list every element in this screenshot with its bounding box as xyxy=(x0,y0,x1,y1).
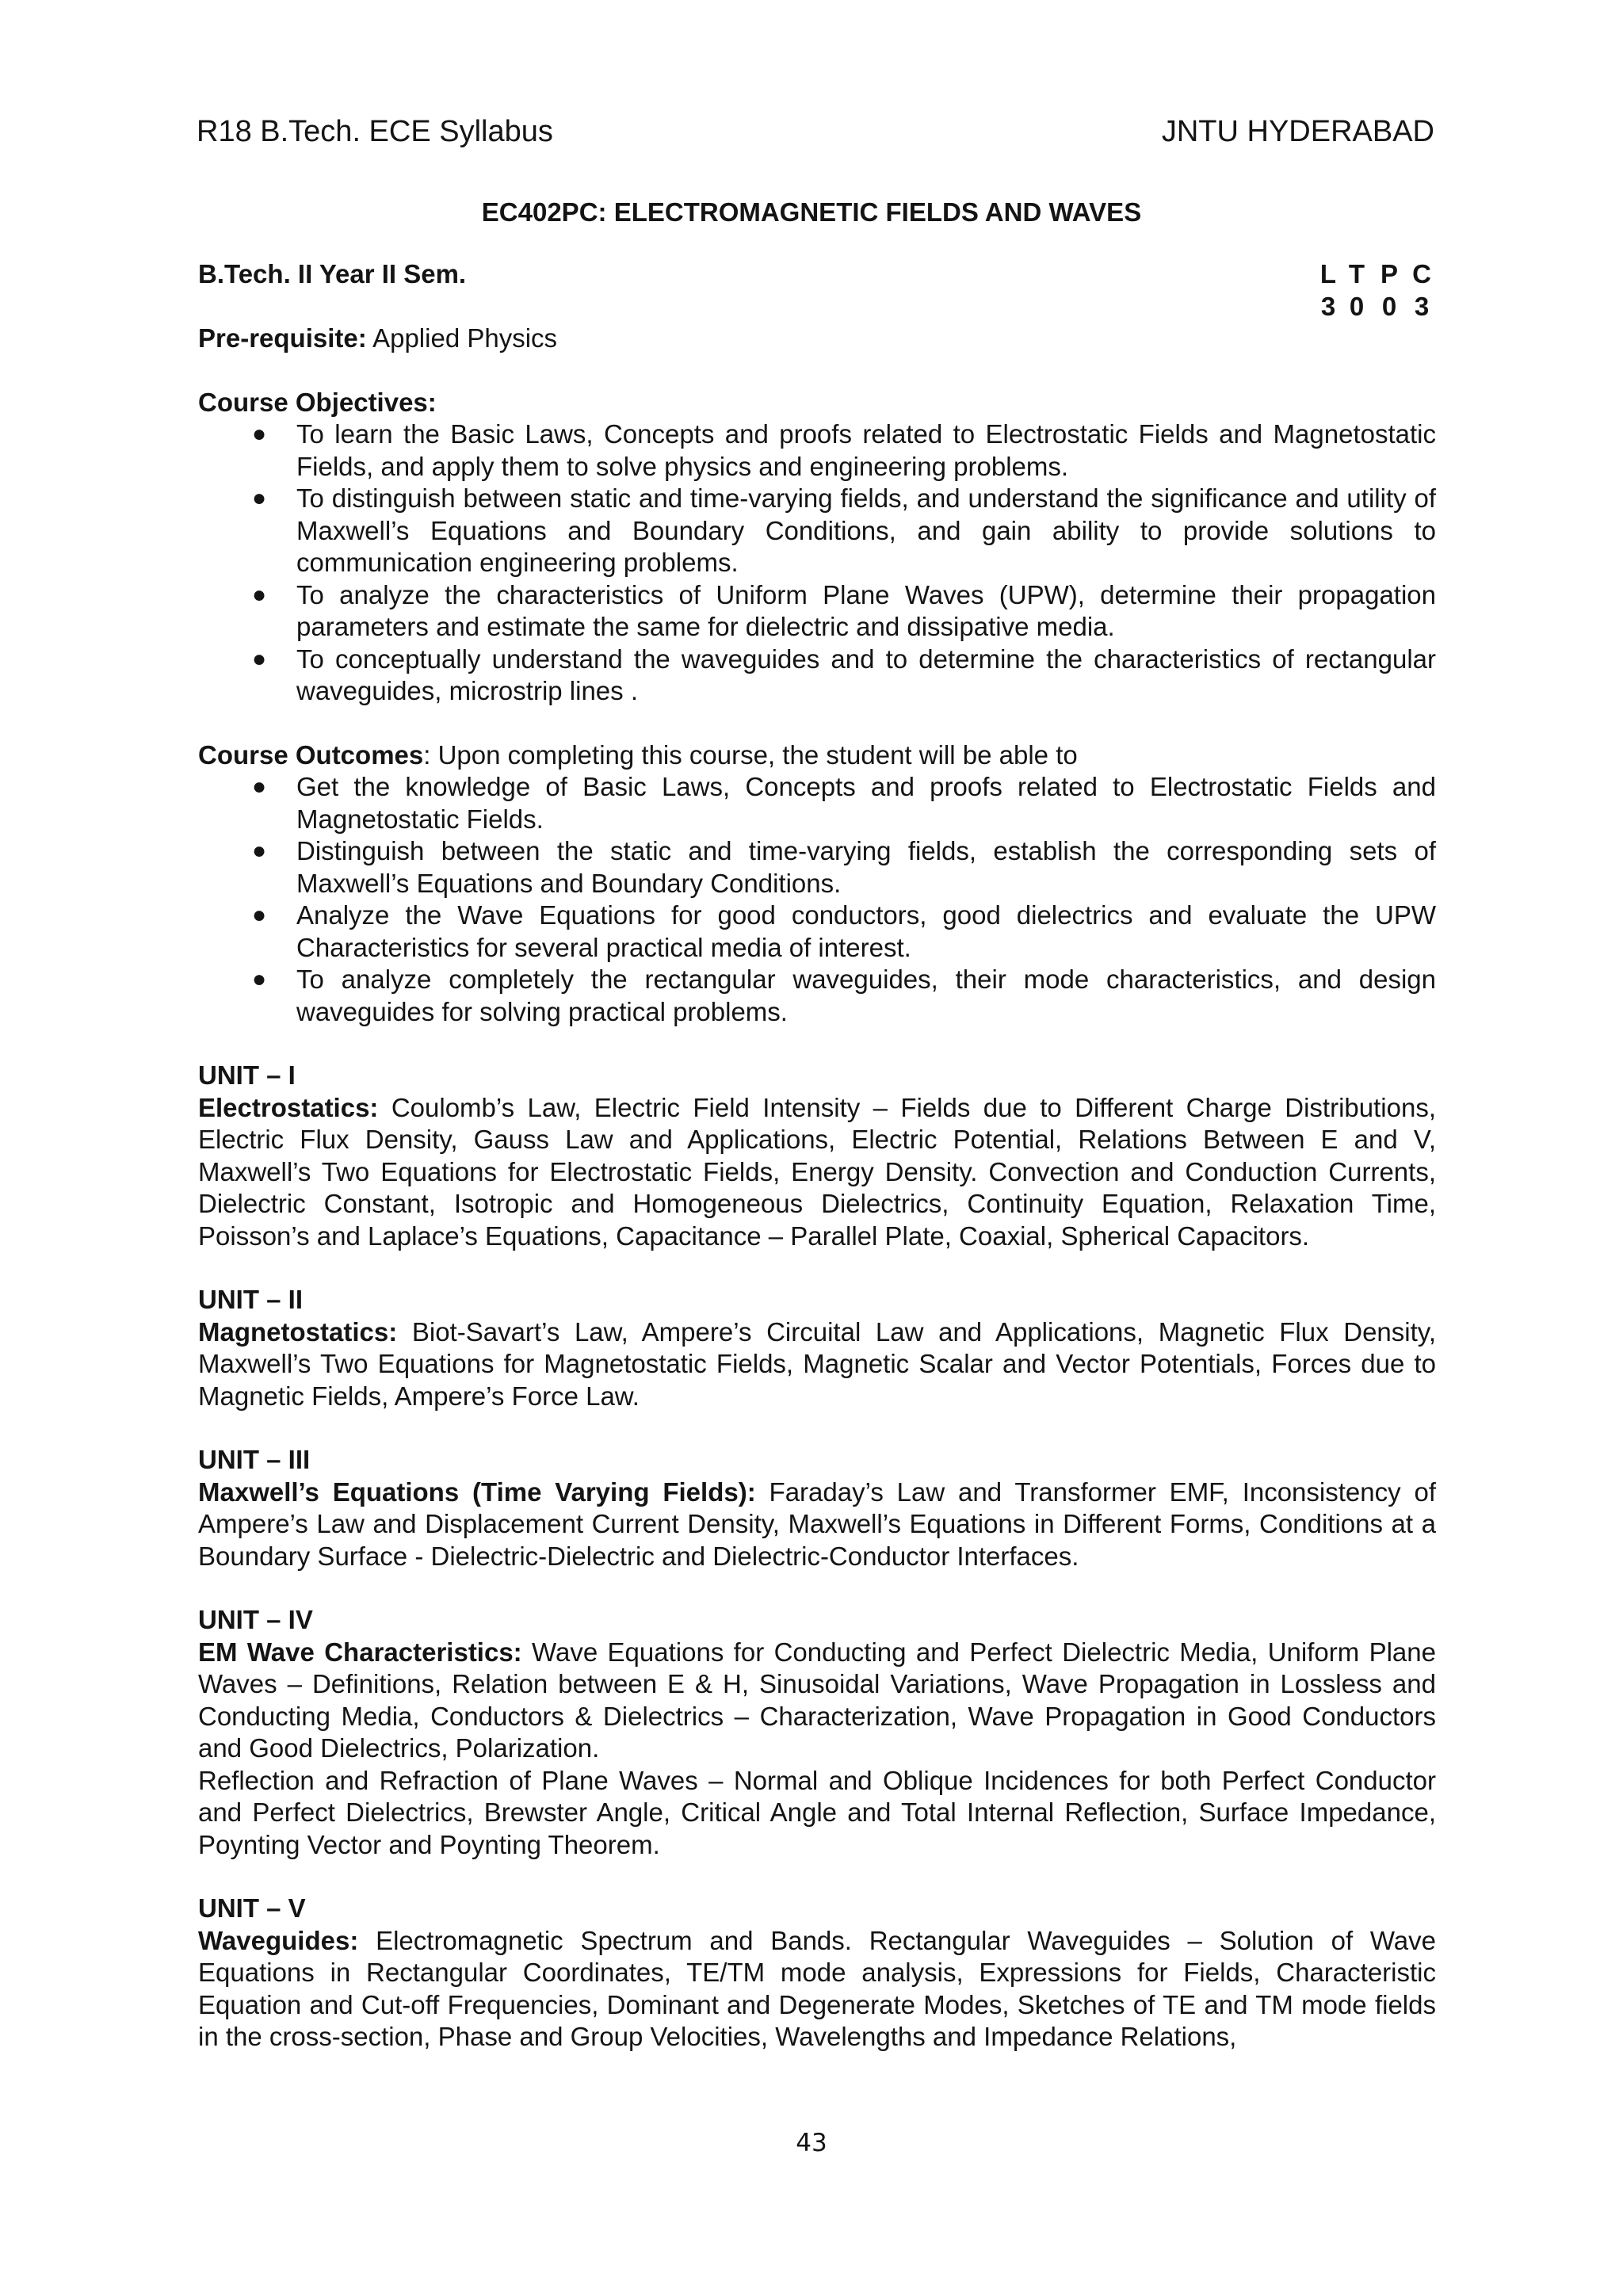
year-sem-row xyxy=(198,258,1436,321)
unit-title: UNIT – V xyxy=(198,1893,306,1923)
outcomes-list xyxy=(198,771,1436,1028)
ltpc-value-t: 0 xyxy=(1349,291,1365,321)
list-item: ● To learn the Basic Laws, Concepts and proofs related to Electrostatic Fields and Magnetostatic Fields, and apply them to solve physics and engineering problems. xyxy=(252,419,1436,481)
unit-body-extra: Reflection and Refraction of Plane Waves – Normal and Oblique Incidences for both Perfect Conductor and Perfect Dielectrics, Brewster Angle, Critical Angle and Total Internal Reflection, Surface Impedance, Poynting Vector and Poynting Theorem. xyxy=(198,1765,1436,1859)
bullet-icon: ● xyxy=(252,902,267,928)
prerequisite-label: Pre-requisite: xyxy=(198,323,367,353)
bullet-icon: ● xyxy=(252,421,267,447)
ltpc-label-t: T xyxy=(1348,259,1365,288)
objectives-heading: Course Objectives: xyxy=(198,387,437,417)
year-sem: B.Tech. II Year II Sem. xyxy=(198,259,467,288)
bullet-icon: ● xyxy=(252,966,267,992)
unit-2 xyxy=(198,1284,1436,1412)
ltpc-table xyxy=(1314,258,1436,323)
list-item: ● To analyze completely the rectangular waveguides, their mode characteristics, and design waveguides for solving practical problems. xyxy=(252,965,1436,1026)
unit-5 xyxy=(198,1893,1436,2053)
list-item: ● To analyze the characteristics of Uniform Plane Waves (UPW), determine their propagation parameters and estimate the same for dielectric and dissipative media. xyxy=(252,579,1436,641)
list-item: ● To conceptually understand the waveguides and to determine the characteristics of rectangular waveguides, microstrip lines . xyxy=(252,644,1436,705)
unit-title: UNIT – I xyxy=(198,1060,296,1090)
list-item: ● Get the knowledge of Basic Laws, Concepts and proofs related to Electrostatic Fields and Magnetostatic Fields. xyxy=(252,772,1436,834)
list-item: ● To distinguish between static and time-varying fields, and understand the significance and utility of Maxwell’s Equations and Boundary Conditions, and gain ability to provide solutions to communication engineering problems. xyxy=(252,483,1436,577)
outcomes-intro xyxy=(198,739,1436,772)
unit-1 xyxy=(198,1060,1436,1252)
unit-body: EM Wave Characteristics: Wave Equations for Conducting and Perfect Dielectric Media, Uniform Plane Waves – Definitions, Relation between E & H, Sinusoidal Variations, Wave Propagation in Lossless and Conducting Media, Conductors & Dielectrics – Characterization, Wave Propagation in Good Conductors and Good Dielectrics, Polarization. xyxy=(198,1637,1436,1763)
course-title xyxy=(0,197,1623,229)
unit-body: Magnetostatics: Biot-Savart’s Law, Ampere’s Circuital Law and Applications, Magnetic Flux Density, Maxwell’s Two Equations for Magnetostatic Fields, Magnetic Scalar and Vector Potentials, Forces due to Magnetic Fields, Ampere’s Force Law. xyxy=(198,1316,1436,1411)
course-code: EC402PC xyxy=(481,197,598,227)
unit-topic: Magnetostatics: xyxy=(198,1316,398,1347)
unit-title: UNIT – IV xyxy=(198,1605,313,1634)
bullet-icon: ● xyxy=(252,838,267,864)
objectives-list xyxy=(198,418,1436,708)
unit-topic: Waveguides: xyxy=(198,1925,359,1955)
ltpc-value-l: 3 xyxy=(1320,291,1336,321)
bullet-icon: ● xyxy=(252,645,267,672)
ltpc-value-c: 3 xyxy=(1414,291,1430,321)
course-name: : ELECTROMAGNETIC FIELDS AND WAVES xyxy=(598,197,1142,227)
bullet-icon: ● xyxy=(252,581,267,608)
ltpc-label-p: P xyxy=(1380,259,1398,288)
ltpc-value-p: 0 xyxy=(1381,291,1397,321)
unit-topic: Electrostatics: xyxy=(198,1092,379,1122)
unit-body: Waveguides: Electromagnetic Spectrum and Bands. Rectangular Waveguides – Solution of Wave Equations in Rectangular Coordinates, TE/TM mode analysis, Expressions for Fields, Characteristic Equation and Cut-off Frequencies, Dominant and Degenerate Modes, Sketches of TE and TM mode fields in the cross-section, Phase and Group Velocities, Wavelengths and Impedance Relations, xyxy=(198,1925,1436,2051)
unit-title: UNIT – III xyxy=(198,1445,311,1474)
unit-title: UNIT – II xyxy=(198,1285,304,1314)
list-item: ● Analyze the Wave Equations for good conductors, good dielectrics and evaluate the UPW Characteristics for several practical media of interest. xyxy=(252,900,1436,962)
bullet-icon: ● xyxy=(252,485,267,511)
header-right: JNTU HYDERABAD xyxy=(1161,115,1434,148)
header-left: R18 B.Tech. ECE Syllabus xyxy=(197,115,553,148)
ltpc-label-l: L xyxy=(1319,259,1337,288)
main-content xyxy=(198,258,1436,2053)
page-number: 43 xyxy=(796,2129,827,2157)
outcomes-heading: Course Outcomes xyxy=(198,739,424,770)
prerequisite-value: Applied Physics xyxy=(366,323,558,353)
unit-topic: Maxwell’s Equations (Time Varying Fields): xyxy=(198,1477,756,1507)
unit-body: Maxwell’s Equations (Time Varying Fields): Faraday’s Law and Transformer EMF, Inconsistency of Ampere’s Law and Displacement Current Density, Maxwell’s Equations in Different Forms, Conditions at a Boundary Surface - Dielectric-Dielectric and Dielectric-Conductor Interfaces. xyxy=(198,1477,1436,1571)
list-item: ● Distinguish between the static and time-varying fields, establish the corresponding sets of Maxwell’s Equations and Boundary Conditions. xyxy=(252,836,1436,898)
bullet-icon: ● xyxy=(252,774,267,800)
prerequisite xyxy=(198,323,1436,355)
unit-3 xyxy=(198,1444,1436,1572)
outcomes-intro-text: : Upon completing this course, the student will be able to xyxy=(423,739,1078,770)
unit-topic: EM Wave Characteristics: xyxy=(198,1637,522,1667)
unit-body: Electrostatics: Coulomb’s Law, Electric Field Intensity – Fields due to Different Charge Distributions, Electric Flux Density, Gauss Law and Applications, Electric Potential, Relations Between E and V, Maxwell’s Two Equations for Electrostatic Fields, Energy Density. Convection and Conduction Currents, Dielectric Constant, Isotropic and Homogeneous Dielectrics, Continuity Equation, Relaxation Time, Poisson’s and Laplace’s Equations, Capacitance – Parallel Plate, Coaxial, Spherical Capacitors. xyxy=(198,1092,1436,1251)
unit-4 xyxy=(198,1604,1436,1861)
ltpc-label-c: C xyxy=(1412,259,1431,288)
